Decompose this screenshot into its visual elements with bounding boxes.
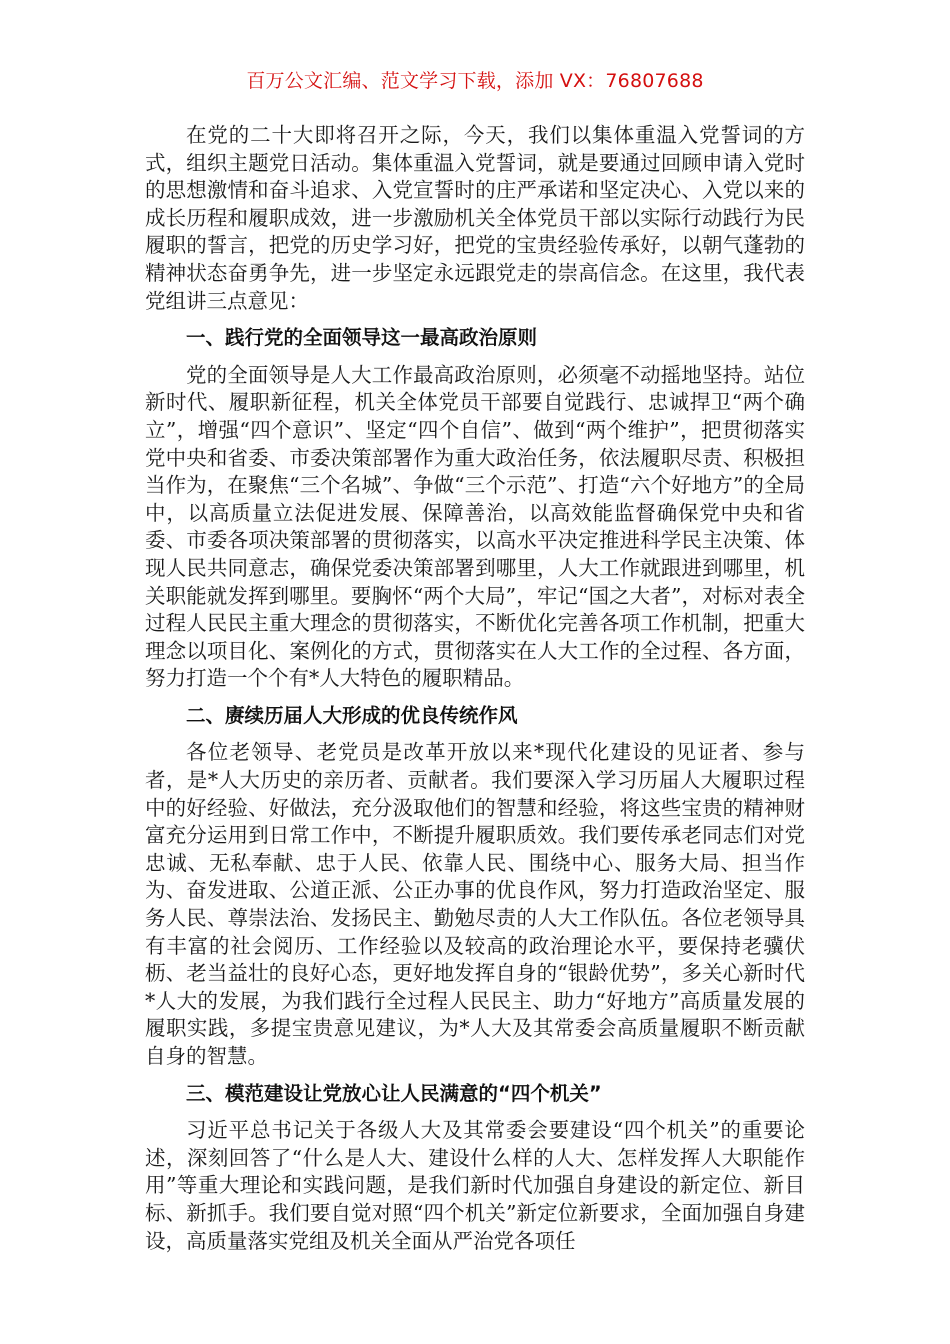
intro-paragraph: 在党的二十大即将召开之际，今天，我们以集体重温入党誓词的方式，组织主题党日活动。集体重温入党誓词，就是要通过回顾申请入党时的思想激情和奋斗追求、入党宣誓时的庄严承诺和坚定决心、入党以来的成长历程和履职成效，进一步激励机关全体党员干部以实际行动践行为民履职的誓言，把党的历史学习好，把党的宝贵经验传承好，以朝气蓬勃的精神状态奋勇争先，进一步坚定永远跟党走的崇高信念。在这里，我代表党组讲三点意见： — [145, 123, 805, 313]
section-3-heading: 三、模范建设让党放心让人民满意的“四个机关” — [186, 1081, 602, 1105]
document-body — [145, 122, 805, 1255]
section-3-paragraph: 习近平总书记关于各级人大及其常委会要建设“四个机关”的重要论述，深刻回答了“什么是人大、建设什么样的人大、怎样发挥人大职能作用”等重大理论和实践问题，是我们新时代加强自身建设的新定位、新目标、新抓手。我们要自觉对照“四个机关”新定位新要求，全面加强自身建设，高质量落实党组及机关全面从严治党各项任 — [145, 1118, 805, 1253]
section-2-paragraph: 各位老领导、老党员是改革开放以来*现代化建设的见证者、参与者，是*人大历史的亲历者、贡献者。我们要深入学习历届人大履职过程中的好经验、好做法，充分汲取他们的智慧和经验，将这些宝贵的精神财富充分运用到日常工作中，不断提升履职质效。我们要传承老同志们对党忠诚、无私奉献、忠于人民、依靠人民、围绕中心、服务大局、担当作为、奋发进取、公道正派、公正办事的优良作风，努力打造政治坚定、服务人民、尊崇法治、发扬民主、勤勉尽责的人大工作队伍。各位老领导具有丰富的社会阅历、工作经验以及较高的政治理论水平，要保持老骥伏枥、老当益壮的良好心态，更好地发挥自身的“银龄优势”，多关心新时代*人大的发展，为我们践行全过程人民民主、助力“好地方”高质量发展的履职实践，多提宝贵意见建议，为*人大及其常委会高质量履职不断贡献自身的智慧。 — [145, 740, 805, 1068]
section-1-heading: 一、践行党的全面领导这一最高政治原则 — [186, 326, 538, 350]
section-1-paragraph: 党的全面领导是人大工作最高政治原则，必须毫不动摇地坚持。站位新时代、履职新征程，机关全体党员干部要自觉践行、忠诚捍卫“两个确立”，增强“四个意识”、坚定“四个自信”、做到“两个维护”，把贯彻落实党中央和省委、市委决策部署作为重大政治任务，依法履职尽责、积极担当作为，在聚焦“三个名城”、争做“三个示范”、打造“六个好地方”的全局中，以高质量立法促进发展、保障善治，以高效能监督确保党中央和省委、市委各项决策部署的贯彻落实，以高水平决定推进科学民主决策、体现人民共同意志，确保党委决策部署到哪里，人大工作就跟进到哪里，机关职能就发挥到哪里。要胸怀“两个大局”，牢记“国之大者”，对标对表全过程人民民主重大理念的贯彻落实，不断优化完善各项工作机制，把重大理念以项目化、案例化的方式，贯彻落实在人大工作的全过程、各方面，努力打造一个个有*人大特色的履职精品。 — [145, 362, 805, 691]
section-2-heading: 二、赓续历届人大形成的优良传统作风 — [186, 703, 518, 727]
header-banner: 百万公文汇编、范文学习下载，添加 VX：76807688 — [246, 70, 704, 92]
